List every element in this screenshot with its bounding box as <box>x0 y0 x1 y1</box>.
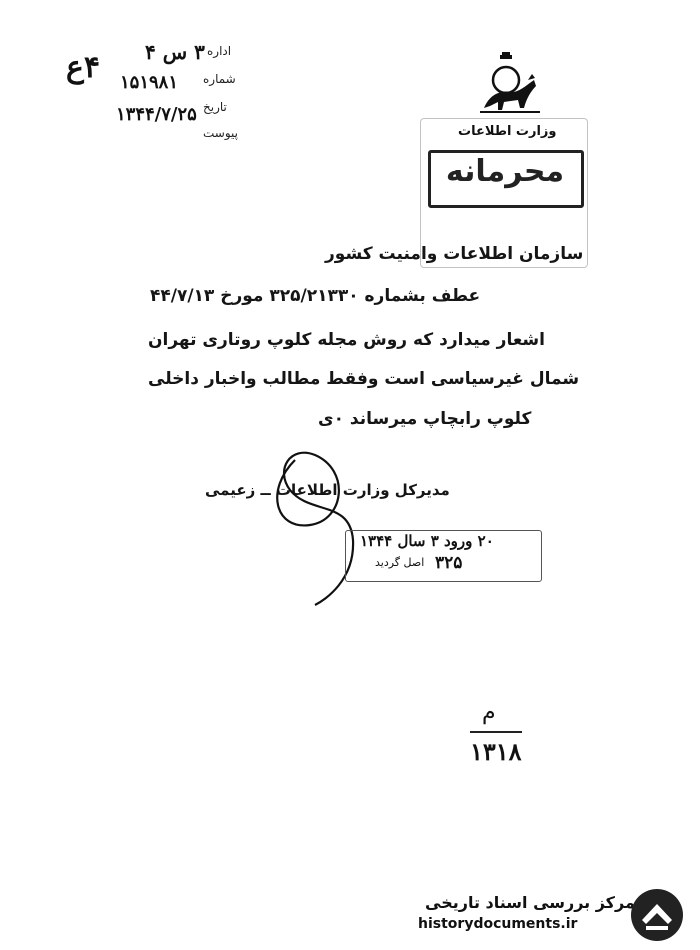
watermark-url: historydocuments.ir <box>418 916 578 932</box>
archive-logo-icon <box>628 886 686 944</box>
receipt-stamp-number: ۳۲۵ <box>435 553 463 573</box>
date-label: تاریخ <box>203 100 227 114</box>
margin-note: ۴ع <box>66 50 101 85</box>
receipt-stamp-line2: اصل گردید <box>375 556 425 569</box>
attachment-label: پیوست <box>203 126 238 140</box>
ministry-name: وزارت اطلاعات <box>458 124 557 139</box>
recipient-line: سازمان اطلاعات وامنیت کشور <box>325 244 584 264</box>
bottom-note-line1: م <box>482 700 496 725</box>
letter-line-3: شمال غیرسیاسی است وفقط مطالب واخبار داخلی <box>148 369 580 389</box>
signature-line: مدیرکل وزارت اطلاعات ــ زعیمی <box>205 481 450 499</box>
bottom-note-underline <box>470 731 522 733</box>
letter-line-1: عطف بشماره ۳۲۵/۲۱۳۳۰ مورخ ۴۴/۷/۱۳ <box>150 286 481 306</box>
classification-stamp-text: محرمانه <box>445 154 565 189</box>
handwritten-signature <box>255 430 375 610</box>
date-value: ۱۳۴۴/۷/۲۵ <box>116 104 197 125</box>
number-label: شماره <box>203 72 236 86</box>
office-value: ۳ س ۴ <box>145 40 205 64</box>
number-value: ۱۵۱۹۸۱ <box>120 72 179 93</box>
letter-line-4: کلوپ رابچاپ میرساند ۰ی <box>318 409 532 429</box>
letter-line-2: اشعار میدارد که روش مجله کلوپ روتاری تهران <box>148 330 545 350</box>
lion-and-sun-emblem-icon <box>470 50 550 122</box>
receipt-stamp-line1: ۲۰ ورود ۳ سال ۱۳۴۴ <box>360 532 494 550</box>
watermark-title: مرکز بررسی اسناد تاریخی <box>425 893 635 912</box>
office-label: اداره <box>207 44 232 58</box>
bottom-note-line2: ۱۳۱۸ <box>470 737 522 766</box>
